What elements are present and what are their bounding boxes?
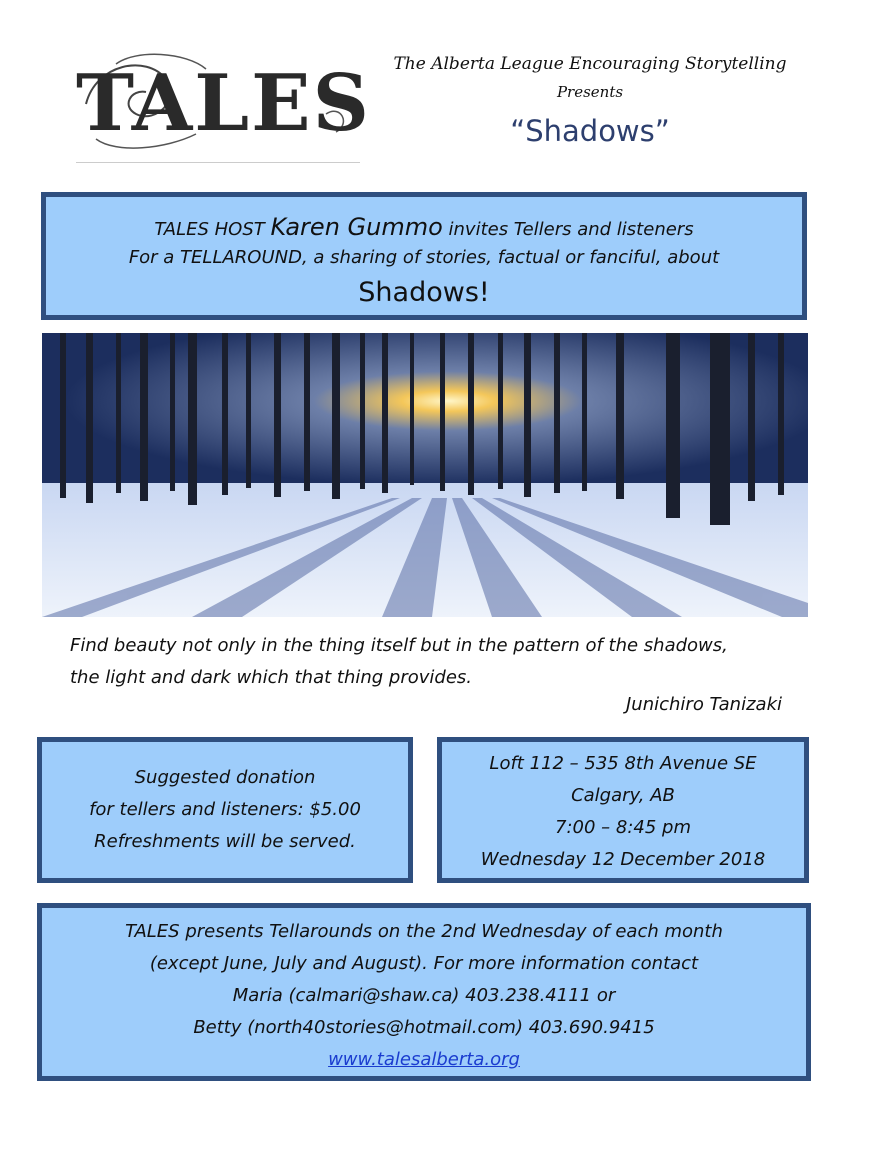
- event-title: “Shadows”: [510, 114, 670, 148]
- quote-line-2: the light and dark which that thing provides.: [70, 667, 473, 688]
- info-line-2: (except June, July and August). For more information contact: [149, 953, 699, 974]
- event-time: 7:00 – 8:45 pm: [555, 817, 691, 838]
- info-box: [37, 903, 811, 1081]
- invite-prefix: TALES HOST: [154, 219, 271, 240]
- donation-line-2: for tellers and listeners: $5.00: [89, 799, 361, 820]
- event-date: Wednesday 12 December 2018: [480, 849, 766, 870]
- invite-line-1: [46, 213, 802, 241]
- invite-box: [41, 192, 807, 320]
- quote-line-1: Find beauty not only in the thing itself but in the pattern of the shadows,: [70, 635, 728, 656]
- logo-text: TALES: [76, 58, 371, 149]
- host-name: Karen Gummo: [270, 213, 443, 241]
- contact-maria: Maria (calmari@shaw.ca) 403.238.4111 or: [232, 985, 616, 1006]
- website-link[interactable]: www.talesalberta.org: [328, 1049, 520, 1070]
- quote-author: Junichiro Tanizaki: [625, 694, 782, 715]
- donation-line-1: Suggested donation: [134, 767, 316, 788]
- winter-forest-photo: [42, 333, 808, 617]
- venue-box: [437, 737, 809, 883]
- invite-line-2: For a TELLAROUND, a sharing of stories, factual or fanciful, about: [128, 247, 720, 268]
- tales-logo: [76, 44, 371, 163]
- info-line-1: TALES presents Tellarounds on the 2nd Wednesday of each month: [125, 921, 723, 942]
- organization-name: The Alberta League Encouraging Storytelling: [393, 54, 787, 74]
- invite-suffix: invites Tellers and listeners: [442, 219, 694, 240]
- contact-betty: Betty (north40stories@hotmail.com) 403.690.9415: [193, 1017, 655, 1038]
- venue-city: Calgary, AB: [571, 785, 675, 806]
- invite-theme: Shadows!: [358, 277, 490, 308]
- quote: [70, 630, 790, 694]
- donation-line-3: Refreshments will be served.: [94, 831, 356, 852]
- presents-label: Presents: [556, 83, 624, 101]
- venue-address: Loft 112 – 535 8th Avenue SE: [489, 753, 757, 774]
- donation-box: [37, 737, 413, 883]
